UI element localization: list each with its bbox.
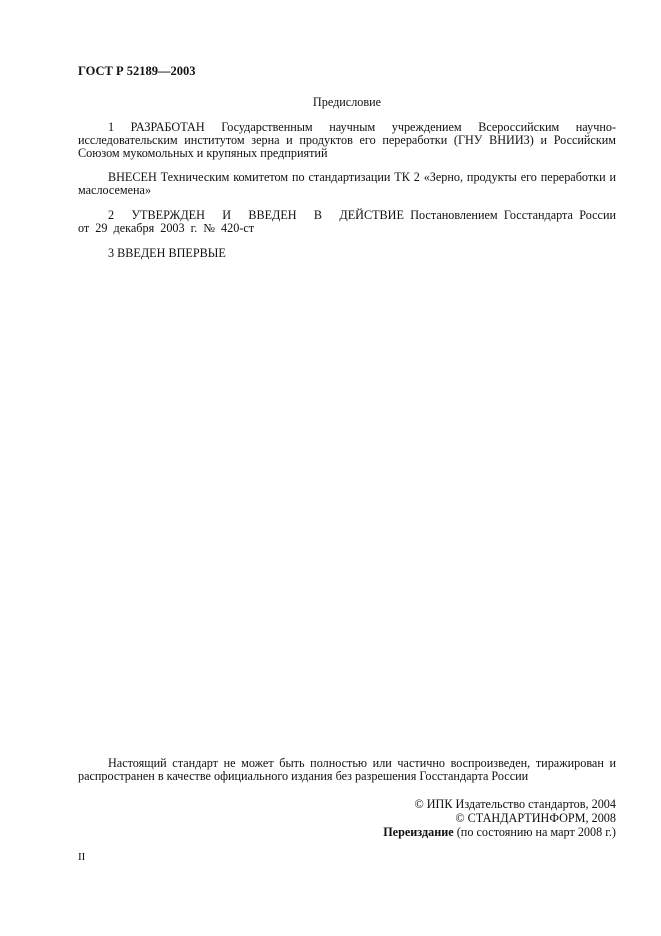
imprint-line-publisher-2008: © СТАНДАРТИНФОРМ, 2008 bbox=[455, 811, 616, 825]
imprint-line-publisher-2004: © ИПК Издательство стандартов, 2004 bbox=[414, 797, 616, 811]
paragraph-introduced-by bbox=[78, 171, 616, 197]
paragraph-approved bbox=[78, 209, 616, 235]
page-number: II bbox=[78, 851, 86, 863]
paragraph-developed-by bbox=[78, 121, 616, 160]
paragraph-label: ВНЕСЕН bbox=[108, 170, 157, 184]
paragraph-text: Государственным научным учреждением Всероссийским научно-исследовательским институтом зерна и продуктов его переработки (ГНУ ВНИИЗ) и Российским Союзом мукомольных и крупяных предприятий bbox=[78, 120, 616, 160]
imprint-reissue bbox=[383, 825, 616, 839]
paragraph-text: Техническим комитетом по стандартизации ТК 2 «Зерно, продукты его переработки и маслосемена» bbox=[78, 170, 616, 197]
section-heading: Предисловие bbox=[312, 95, 382, 109]
reissue-label: Переиздание bbox=[383, 825, 454, 839]
copyright-notice: Настоящий стандарт не может быть полностью или частично воспроизведен, тиражирован и распространен в качестве официального издания без разрешения Госстандарта России bbox=[78, 756, 616, 783]
paragraph-first-introduced bbox=[78, 247, 616, 260]
reissue-text: (по состоянию на март 2008 г.) bbox=[453, 825, 616, 839]
imprint-block bbox=[383, 797, 616, 839]
paragraph-label: 1 РАЗРАБОТАН bbox=[108, 120, 205, 134]
paragraph-text: Постановлением Госстандарта России от 29 декабря 2003 г. № 420-ст bbox=[78, 208, 617, 235]
document-code: ГОСТ Р 52189—2003 bbox=[78, 64, 196, 78]
paragraph-label: 3 ВВЕДЕН ВПЕРВЫЕ bbox=[108, 246, 226, 260]
paragraph-label: 2 УТВЕРЖДЕН И ВВЕДЕН В ДЕЙСТВИЕ bbox=[108, 208, 404, 222]
